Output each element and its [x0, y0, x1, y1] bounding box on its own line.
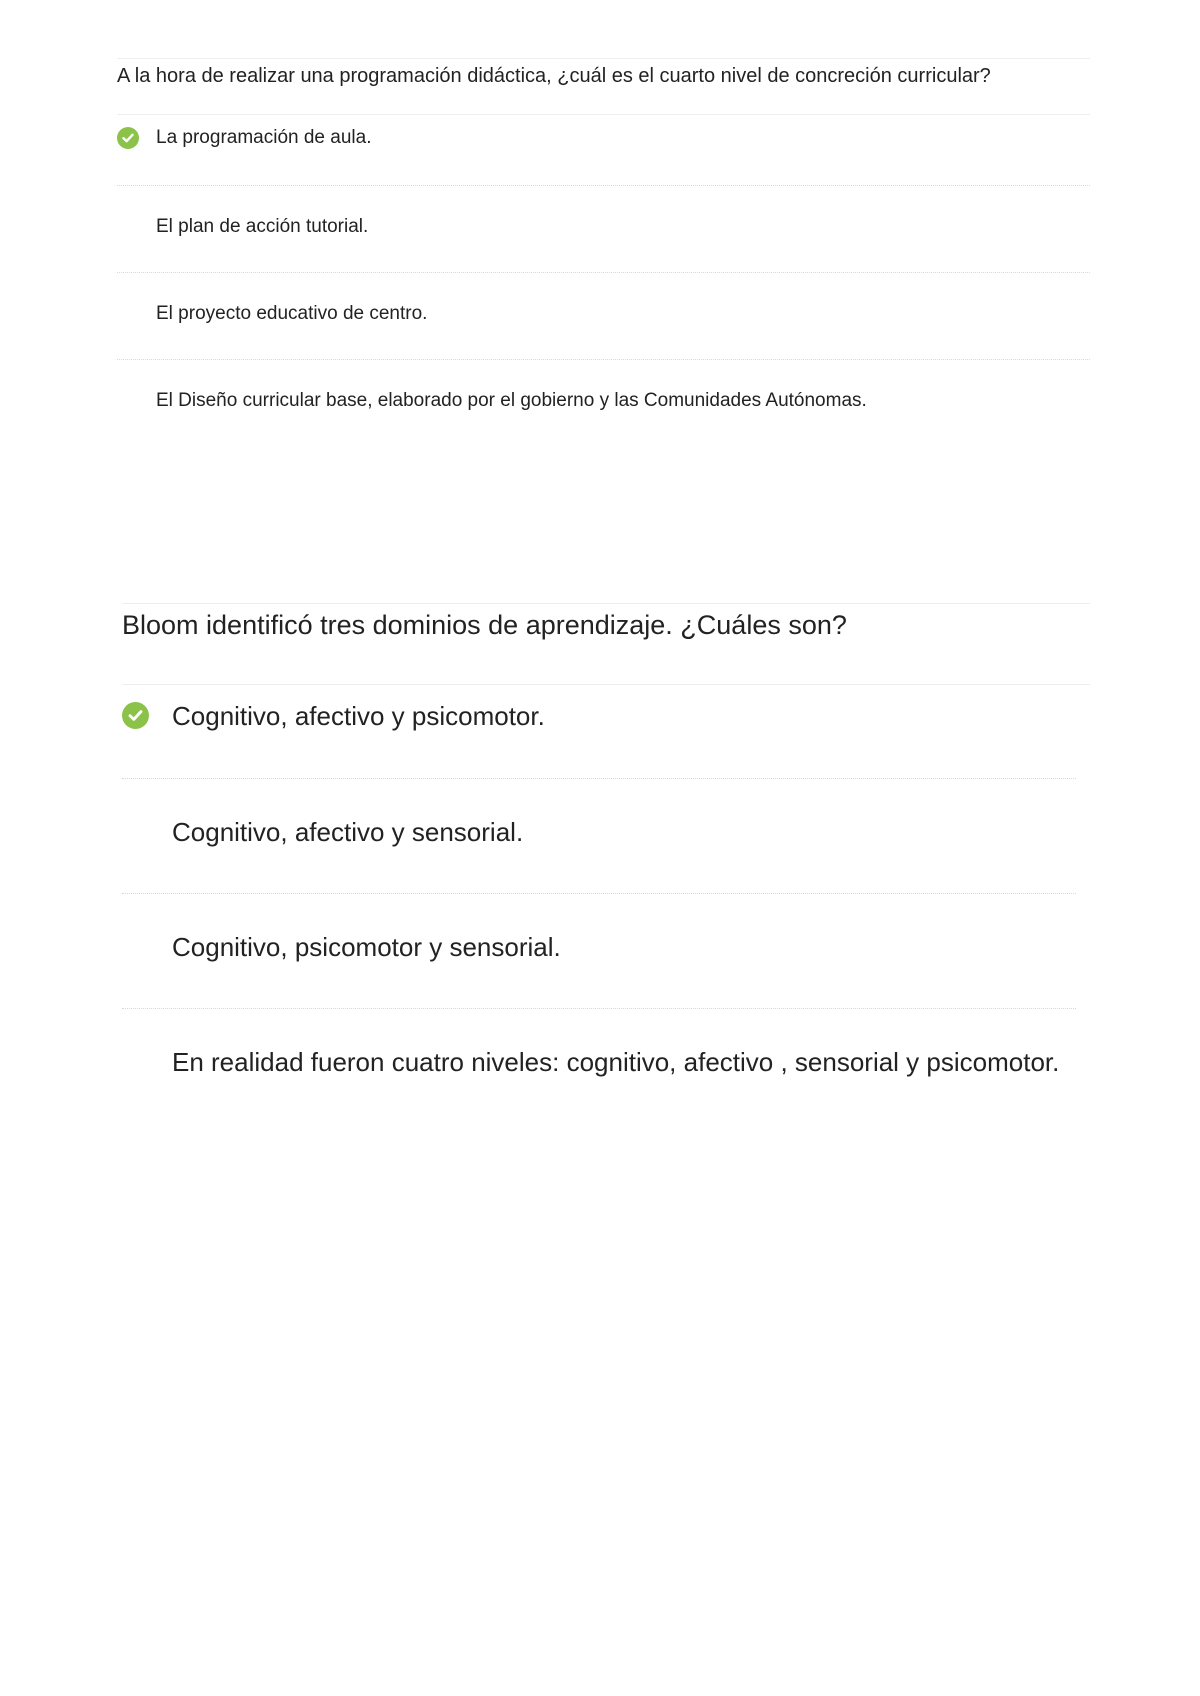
answer-label: El proyecto educativo de centro. — [156, 303, 428, 324]
answer-option[interactable] — [117, 186, 1090, 273]
answer-option-correct[interactable] — [117, 115, 1090, 186]
question-1 — [117, 58, 1090, 447]
answer-label: En realidad fueron cuatro niveles: cognitivo, afectivo , sensorial y psicomotor. — [172, 1047, 1060, 1077]
question-1-prompt: A la hora de realizar una programación didáctica, ¿cuál es el cuarto nivel de concreción curricular? — [117, 59, 1090, 115]
answer-label: La programación de aula. — [156, 127, 372, 148]
answer-label: El Diseño curricular base, elaborado por el gobierno y las Comunidades Autónomas. — [156, 390, 867, 411]
answer-option[interactable] — [117, 273, 1090, 360]
answer-option[interactable] — [122, 894, 1076, 1009]
answer-label: Cognitivo, afectivo y sensorial. — [172, 817, 524, 847]
answer-label: El plan de acción tutorial. — [156, 216, 369, 237]
answer-option[interactable] — [122, 1009, 1076, 1124]
answer-option[interactable] — [117, 360, 1090, 447]
answer-label: Cognitivo, psicomotor y sensorial. — [172, 932, 561, 962]
question-1-answers — [117, 115, 1090, 447]
check-circle-icon — [117, 127, 139, 149]
answer-option-correct[interactable] — [122, 685, 1076, 779]
question-2-prompt: Bloom identificó tres dominios de aprendizaje. ¿Cuáles son? — [122, 604, 1090, 685]
answer-option[interactable] — [122, 779, 1076, 894]
check-circle-icon — [122, 702, 149, 729]
question-2 — [122, 603, 1090, 1124]
question-2-answers — [122, 685, 1090, 1124]
answer-label: Cognitivo, afectivo y psicomotor. — [172, 701, 545, 731]
